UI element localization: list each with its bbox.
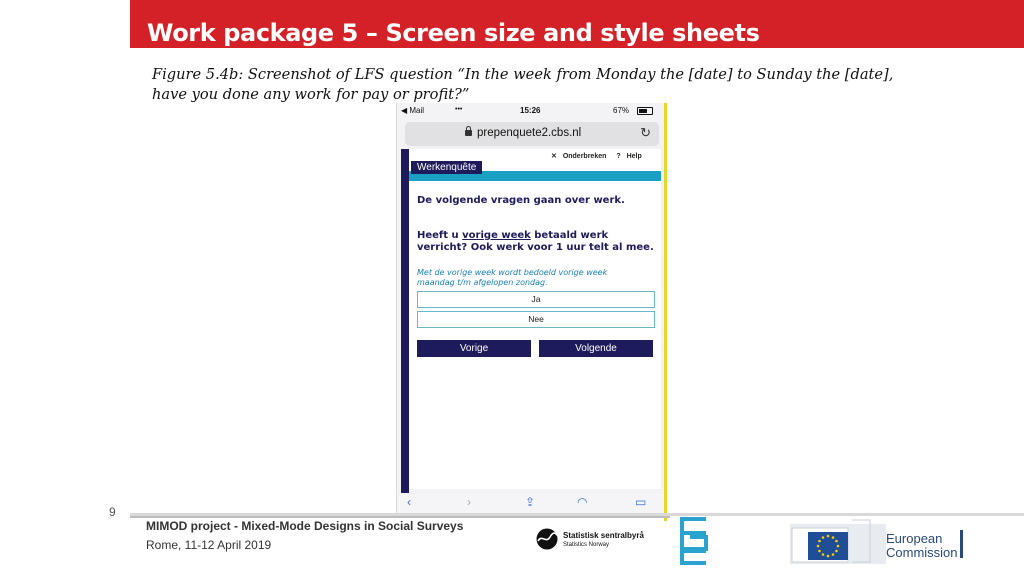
page-left-bar	[401, 149, 409, 494]
ec-wordmark	[886, 532, 958, 560]
option-ja[interactable]: Ja	[417, 291, 655, 308]
ssb-name: Statistisk sentralbyrå	[563, 531, 644, 540]
ec-accent-bar	[960, 530, 963, 558]
back-to-mail[interactable]: ◀ Mail	[401, 106, 425, 115]
reload-icon[interactable]: ↻	[640, 125, 651, 140]
phone-screenshot	[396, 103, 667, 518]
url-bar[interactable]	[405, 122, 659, 146]
question-text	[417, 230, 657, 254]
top-nav	[551, 152, 650, 160]
forward-icon[interactable]: ›	[467, 495, 471, 509]
option-nee[interactable]: Nee	[417, 311, 655, 328]
prev-button[interactable]: Vorige	[417, 340, 531, 357]
footer-event: Rome, 11-12 April 2019	[146, 538, 272, 552]
ec-line2: Commission	[886, 545, 958, 560]
bookmarks-icon[interactable]: ◠	[577, 495, 588, 509]
footer-project: MIMOD project - Mixed-Mode Designs in Social Surveys	[146, 519, 464, 533]
question-link[interactable]: vorige week	[462, 230, 531, 241]
question-note: Met de vorige week wordt bedoeld vorige week maandag t/m afgelopen zondag.	[417, 268, 608, 287]
battery-percent: 67%	[613, 106, 630, 115]
ssb-subtitle: Statistics Norway	[563, 542, 610, 548]
question-pre: Heeft u	[417, 230, 463, 241]
help-link[interactable]	[616, 153, 645, 160]
cbs-logo-icon	[676, 515, 714, 567]
question-intro: De volgende vragen gaan over werk.	[417, 195, 625, 206]
status-time: 15:26	[520, 106, 541, 115]
ec-line1: European	[886, 531, 943, 546]
next-button[interactable]: Volgende	[539, 340, 653, 357]
status-bar	[397, 103, 667, 119]
back-icon[interactable]: ‹	[407, 495, 411, 509]
footer-divider-dark	[130, 516, 670, 518]
ssb-logo-icon	[536, 528, 560, 550]
help-icon: ?	[616, 153, 623, 160]
cancel-label: Onderbreken	[562, 153, 607, 160]
url-text: prepenquete2.cbs.nl	[477, 127, 582, 139]
screenshot-edge	[664, 103, 667, 521]
european-commission-logo-icon	[790, 516, 886, 564]
help-label: Help	[626, 153, 642, 160]
survey-page	[401, 149, 661, 489]
question-post: betaald werk verricht? Ook werk voor 1 uur telt al mee.	[417, 230, 654, 253]
lock-icon	[465, 130, 472, 136]
figure-caption: Figure 5.4b: Screenshot of LFS question “In the week from Monday the [date] to Sunday the [date], have you done any work for pay or profit?”	[152, 66, 894, 103]
slide-number: 9	[109, 505, 116, 519]
signal-icon: •••	[455, 106, 463, 113]
carrier-label: Mail	[409, 106, 425, 115]
brand-tab: Werkenquête	[411, 161, 482, 174]
close-icon: ✕	[551, 153, 559, 160]
share-icon[interactable]: ⇪	[525, 495, 536, 509]
tabs-icon[interactable]: ▭	[635, 495, 647, 509]
slide-title: Work package 5 – Screen size and style sheets	[147, 19, 760, 47]
cancel-link[interactable]	[551, 153, 610, 160]
battery-icon	[637, 107, 653, 115]
